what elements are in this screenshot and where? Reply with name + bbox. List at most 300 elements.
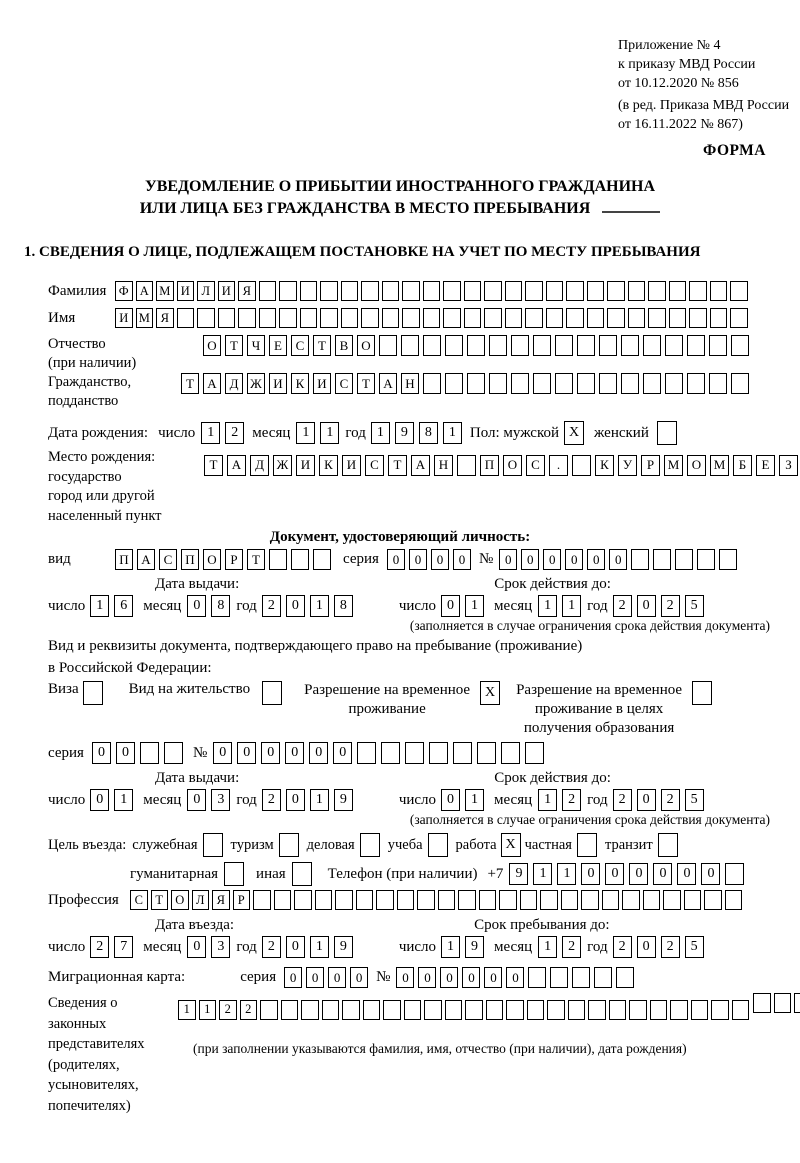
char-cell[interactable] — [341, 281, 359, 301]
char-cell[interactable]: 1 — [533, 863, 552, 885]
char-cell[interactable]: П — [181, 549, 199, 570]
char-cell[interactable]: Т — [247, 549, 265, 570]
char-cell[interactable]: 0 — [441, 595, 460, 617]
char-cell[interactable] — [464, 308, 482, 328]
char-cell[interactable]: 9 — [334, 936, 353, 958]
char-cell[interactable] — [140, 742, 159, 764]
char-cell[interactable]: 1 — [296, 422, 315, 444]
char-cell[interactable] — [320, 308, 338, 328]
char-cell[interactable] — [665, 373, 683, 394]
char-cell[interactable] — [177, 308, 195, 328]
char-cell[interactable] — [402, 308, 420, 328]
sex-female-checkbox[interactable] — [657, 421, 677, 445]
char-cell[interactable]: Е — [756, 455, 775, 476]
char-cell[interactable]: К — [291, 373, 309, 394]
char-cell[interactable] — [684, 890, 702, 910]
char-cell[interactable]: О — [357, 335, 375, 356]
char-cell[interactable] — [774, 993, 792, 1013]
char-cell[interactable] — [629, 1000, 647, 1020]
char-cell[interactable]: 2 — [661, 789, 680, 811]
char-cell[interactable]: 0 — [441, 789, 460, 811]
char-cell[interactable]: А — [136, 281, 154, 301]
char-cell[interactable]: 2 — [661, 936, 680, 958]
char-cell[interactable] — [429, 742, 448, 764]
char-cell[interactable]: 1 — [538, 595, 557, 617]
char-cell[interactable] — [628, 281, 646, 301]
char-cell[interactable]: 0 — [261, 742, 280, 764]
char-cell[interactable] — [687, 373, 705, 394]
char-cell[interactable] — [464, 281, 482, 301]
char-cell[interactable]: Р — [641, 455, 660, 476]
char-cell[interactable] — [269, 549, 287, 570]
char-cell[interactable] — [361, 281, 379, 301]
char-cell[interactable]: 0 — [309, 742, 328, 764]
char-cell[interactable]: 0 — [92, 742, 111, 764]
char-cell[interactable] — [650, 1000, 668, 1020]
char-cell[interactable] — [731, 335, 749, 356]
char-cell[interactable] — [259, 281, 277, 301]
char-cell[interactable] — [691, 1000, 709, 1020]
char-cell[interactable]: И — [115, 308, 133, 328]
char-cell[interactable] — [725, 890, 743, 910]
char-cell[interactable]: 5 — [685, 936, 704, 958]
char-cell[interactable]: Ж — [273, 455, 292, 476]
char-cell[interactable]: Е — [269, 335, 287, 356]
char-cell[interactable]: 0 — [187, 789, 206, 811]
char-cell[interactable]: 0 — [286, 595, 305, 617]
char-cell[interactable] — [274, 890, 292, 910]
char-cell[interactable] — [528, 967, 546, 988]
char-cell[interactable]: 1 — [199, 1000, 217, 1020]
char-cell[interactable]: 9 — [509, 863, 528, 885]
char-cell[interactable] — [607, 281, 625, 301]
char-cell[interactable] — [609, 1000, 627, 1020]
char-cell[interactable]: 1 — [562, 595, 581, 617]
char-cell[interactable]: 2 — [661, 595, 680, 617]
char-cell[interactable]: 0 — [396, 967, 414, 988]
char-cell[interactable]: А — [227, 455, 246, 476]
char-cell[interactable]: 3 — [211, 789, 230, 811]
char-cell[interactable] — [730, 281, 748, 301]
char-cell[interactable] — [709, 335, 727, 356]
char-cell[interactable] — [730, 308, 748, 328]
char-cell[interactable] — [218, 308, 236, 328]
char-cell[interactable] — [643, 890, 661, 910]
char-cell[interactable]: В — [335, 335, 353, 356]
char-cell[interactable]: 1 — [465, 789, 484, 811]
char-cell[interactable] — [281, 1000, 299, 1020]
char-cell[interactable]: 2 — [225, 422, 244, 444]
char-cell[interactable]: 0 — [187, 595, 206, 617]
char-cell[interactable]: 9 — [395, 422, 414, 444]
char-cell[interactable] — [479, 890, 497, 910]
char-cell[interactable]: 2 — [90, 936, 109, 958]
char-cell[interactable]: 2 — [613, 936, 632, 958]
char-cell[interactable] — [381, 742, 400, 764]
char-cell[interactable] — [520, 890, 538, 910]
char-cell[interactable] — [506, 1000, 524, 1020]
char-cell[interactable] — [587, 308, 605, 328]
char-cell[interactable] — [291, 549, 309, 570]
char-cell[interactable]: 0 — [581, 863, 600, 885]
char-cell[interactable]: А — [137, 549, 155, 570]
char-cell[interactable]: О — [687, 455, 706, 476]
char-cell[interactable] — [555, 373, 573, 394]
char-cell[interactable] — [648, 281, 666, 301]
char-cell[interactable] — [443, 308, 461, 328]
char-cell[interactable] — [594, 967, 612, 988]
char-cell[interactable] — [505, 308, 523, 328]
purpose-humanitarian-checkbox[interactable] — [224, 862, 244, 886]
char-cell[interactable]: К — [319, 455, 338, 476]
visa-checkbox[interactable] — [83, 681, 103, 705]
char-cell[interactable]: О — [203, 335, 221, 356]
char-cell[interactable]: Н — [401, 373, 419, 394]
char-cell[interactable]: Т — [313, 335, 331, 356]
char-cell[interactable]: Т — [151, 890, 169, 910]
char-cell[interactable]: 0 — [387, 549, 405, 570]
char-cell[interactable] — [566, 281, 584, 301]
char-cell[interactable]: Т — [181, 373, 199, 394]
char-cell[interactable] — [465, 1000, 483, 1020]
char-cell[interactable] — [238, 308, 256, 328]
char-cell[interactable]: 9 — [465, 936, 484, 958]
char-cell[interactable]: 0 — [506, 967, 524, 988]
char-cell[interactable]: 0 — [418, 967, 436, 988]
char-cell[interactable] — [477, 742, 496, 764]
char-cell[interactable] — [445, 335, 463, 356]
char-cell[interactable]: Р — [225, 549, 243, 570]
char-cell[interactable]: Т — [225, 335, 243, 356]
char-cell[interactable]: 8 — [419, 422, 438, 444]
char-cell[interactable]: 2 — [262, 936, 281, 958]
purpose-work-checkbox[interactable]: X — [501, 833, 521, 857]
temp-permit-checkbox[interactable]: X — [480, 681, 500, 705]
char-cell[interactable]: Т — [357, 373, 375, 394]
char-cell[interactable] — [670, 1000, 688, 1020]
char-cell[interactable] — [253, 890, 271, 910]
char-cell[interactable]: О — [503, 455, 522, 476]
char-cell[interactable] — [616, 967, 634, 988]
char-cell[interactable]: 8 — [211, 595, 230, 617]
char-cell[interactable]: 0 — [213, 742, 232, 764]
char-cell[interactable] — [572, 967, 590, 988]
char-cell[interactable] — [363, 1000, 381, 1020]
char-cell[interactable]: 0 — [90, 789, 109, 811]
char-cell[interactable] — [648, 308, 666, 328]
char-cell[interactable] — [711, 1000, 729, 1020]
char-cell[interactable] — [794, 993, 800, 1013]
char-cell[interactable]: 0 — [237, 742, 256, 764]
char-cell[interactable]: А — [379, 373, 397, 394]
char-cell[interactable]: Ж — [247, 373, 265, 394]
char-cell[interactable] — [484, 281, 502, 301]
char-cell[interactable]: 0 — [286, 936, 305, 958]
char-cell[interactable]: 3 — [211, 936, 230, 958]
char-cell[interactable]: 0 — [637, 936, 656, 958]
char-cell[interactable]: 0 — [286, 789, 305, 811]
char-cell[interactable] — [489, 335, 507, 356]
char-cell[interactable]: 0 — [453, 549, 471, 570]
char-cell[interactable] — [401, 335, 419, 356]
char-cell[interactable]: 0 — [637, 789, 656, 811]
char-cell[interactable] — [405, 742, 424, 764]
char-cell[interactable] — [577, 373, 595, 394]
char-cell[interactable]: 0 — [605, 863, 624, 885]
char-cell[interactable] — [489, 373, 507, 394]
char-cell[interactable]: 0 — [285, 742, 304, 764]
char-cell[interactable] — [197, 308, 215, 328]
char-cell[interactable] — [555, 335, 573, 356]
char-cell[interactable]: 0 — [328, 967, 346, 988]
char-cell[interactable]: С — [159, 549, 177, 570]
char-cell[interactable] — [599, 373, 617, 394]
char-cell[interactable] — [301, 1000, 319, 1020]
char-cell[interactable] — [568, 1000, 586, 1020]
char-cell[interactable] — [484, 308, 502, 328]
char-cell[interactable] — [501, 742, 520, 764]
residence-permit-checkbox[interactable] — [262, 681, 282, 705]
char-cell[interactable]: 1 — [320, 422, 339, 444]
char-cell[interactable] — [300, 281, 318, 301]
char-cell[interactable]: Я — [156, 308, 174, 328]
char-cell[interactable] — [669, 281, 687, 301]
char-cell[interactable] — [697, 549, 715, 570]
char-cell[interactable] — [581, 890, 599, 910]
char-cell[interactable] — [599, 335, 617, 356]
char-cell[interactable] — [443, 281, 461, 301]
char-cell[interactable] — [643, 335, 661, 356]
char-cell[interactable]: 1 — [538, 936, 557, 958]
char-cell[interactable] — [731, 373, 749, 394]
char-cell[interactable] — [587, 281, 605, 301]
char-cell[interactable]: 0 — [333, 742, 352, 764]
char-cell[interactable]: 9 — [334, 789, 353, 811]
char-cell[interactable] — [709, 373, 727, 394]
char-cell[interactable]: 0 — [701, 863, 720, 885]
char-cell[interactable]: 6 — [114, 595, 133, 617]
char-cell[interactable] — [164, 742, 183, 764]
char-cell[interactable] — [335, 890, 353, 910]
char-cell[interactable]: П — [115, 549, 133, 570]
char-cell[interactable]: 0 — [543, 549, 561, 570]
char-cell[interactable] — [397, 890, 415, 910]
char-cell[interactable]: Т — [204, 455, 223, 476]
char-cell[interactable] — [300, 308, 318, 328]
char-cell[interactable] — [313, 549, 331, 570]
char-cell[interactable] — [732, 1000, 750, 1020]
char-cell[interactable]: 8 — [334, 595, 353, 617]
sex-male-checkbox[interactable]: X — [564, 421, 584, 445]
char-cell[interactable]: И — [296, 455, 315, 476]
char-cell[interactable] — [710, 308, 728, 328]
char-cell[interactable]: С — [130, 890, 148, 910]
char-cell[interactable]: Н — [434, 455, 453, 476]
char-cell[interactable]: З — [779, 455, 798, 476]
char-cell[interactable] — [499, 890, 517, 910]
char-cell[interactable] — [382, 308, 400, 328]
char-cell[interactable] — [320, 281, 338, 301]
char-cell[interactable]: 0 — [565, 549, 583, 570]
char-cell[interactable]: 0 — [637, 595, 656, 617]
char-cell[interactable]: У — [618, 455, 637, 476]
char-cell[interactable]: 0 — [653, 863, 672, 885]
char-cell[interactable]: 1 — [310, 789, 329, 811]
char-cell[interactable]: 0 — [462, 967, 480, 988]
char-cell[interactable] — [533, 335, 551, 356]
char-cell[interactable]: Я — [212, 890, 230, 910]
char-cell[interactable] — [279, 308, 297, 328]
char-cell[interactable] — [561, 890, 579, 910]
char-cell[interactable] — [457, 455, 476, 476]
purpose-other-checkbox[interactable] — [292, 862, 312, 886]
char-cell[interactable] — [505, 281, 523, 301]
char-cell[interactable] — [342, 1000, 360, 1020]
char-cell[interactable]: О — [171, 890, 189, 910]
char-cell[interactable]: Д — [250, 455, 269, 476]
char-cell[interactable] — [725, 863, 744, 885]
char-cell[interactable]: 5 — [685, 789, 704, 811]
purpose-tourism-checkbox[interactable] — [279, 833, 299, 857]
char-cell[interactable]: 2 — [262, 789, 281, 811]
purpose-transit-checkbox[interactable] — [658, 833, 678, 857]
char-cell[interactable]: 1 — [310, 936, 329, 958]
char-cell[interactable] — [383, 1000, 401, 1020]
char-cell[interactable]: 0 — [499, 549, 517, 570]
char-cell[interactable]: 1 — [371, 422, 390, 444]
char-cell[interactable] — [621, 373, 639, 394]
char-cell[interactable]: 0 — [609, 549, 627, 570]
char-cell[interactable] — [445, 1000, 463, 1020]
char-cell[interactable] — [423, 308, 441, 328]
char-cell[interactable]: 2 — [613, 789, 632, 811]
char-cell[interactable] — [663, 890, 681, 910]
char-cell[interactable] — [675, 549, 693, 570]
char-cell[interactable] — [382, 281, 400, 301]
char-cell[interactable]: 2 — [240, 1000, 258, 1020]
purpose-study-checkbox[interactable] — [428, 833, 448, 857]
char-cell[interactable]: 0 — [350, 967, 368, 988]
char-cell[interactable]: 1 — [310, 595, 329, 617]
char-cell[interactable] — [546, 281, 564, 301]
char-cell[interactable] — [376, 890, 394, 910]
char-cell[interactable]: С — [335, 373, 353, 394]
char-cell[interactable]: М — [136, 308, 154, 328]
char-cell[interactable]: С — [291, 335, 309, 356]
char-cell[interactable] — [467, 335, 485, 356]
char-cell[interactable]: 0 — [116, 742, 135, 764]
char-cell[interactable] — [643, 373, 661, 394]
char-cell[interactable]: Ф — [115, 281, 133, 301]
char-cell[interactable] — [665, 335, 683, 356]
char-cell[interactable] — [279, 281, 297, 301]
char-cell[interactable] — [527, 1000, 545, 1020]
char-cell[interactable]: 5 — [685, 595, 704, 617]
char-cell[interactable] — [294, 890, 312, 910]
char-cell[interactable]: Б — [733, 455, 752, 476]
char-cell[interactable]: 1 — [538, 789, 557, 811]
char-cell[interactable]: А — [203, 373, 221, 394]
char-cell[interactable] — [361, 308, 379, 328]
char-cell[interactable]: 2 — [613, 595, 632, 617]
char-cell[interactable]: М — [156, 281, 174, 301]
char-cell[interactable]: А — [411, 455, 430, 476]
char-cell[interactable] — [631, 549, 649, 570]
char-cell[interactable]: С — [365, 455, 384, 476]
char-cell[interactable] — [423, 373, 441, 394]
char-cell[interactable]: 0 — [587, 549, 605, 570]
char-cell[interactable]: 0 — [440, 967, 458, 988]
char-cell[interactable]: 1 — [465, 595, 484, 617]
char-cell[interactable]: Ч — [247, 335, 265, 356]
char-cell[interactable] — [402, 281, 420, 301]
char-cell[interactable]: Л — [197, 281, 215, 301]
char-cell[interactable] — [511, 335, 529, 356]
char-cell[interactable] — [687, 335, 705, 356]
char-cell[interactable]: 1 — [114, 789, 133, 811]
char-cell[interactable] — [547, 1000, 565, 1020]
char-cell[interactable] — [445, 373, 463, 394]
char-cell[interactable] — [621, 335, 639, 356]
char-cell[interactable] — [669, 308, 687, 328]
char-cell[interactable]: 0 — [629, 863, 648, 885]
char-cell[interactable]: 1 — [557, 863, 576, 885]
char-cell[interactable] — [315, 890, 333, 910]
char-cell[interactable]: М — [710, 455, 729, 476]
char-cell[interactable] — [423, 335, 441, 356]
char-cell[interactable]: 1 — [201, 422, 220, 444]
char-cell[interactable]: Р — [233, 890, 251, 910]
char-cell[interactable]: Д — [225, 373, 243, 394]
char-cell[interactable]: 0 — [284, 967, 302, 988]
char-cell[interactable] — [458, 890, 476, 910]
char-cell[interactable] — [525, 281, 543, 301]
char-cell[interactable] — [753, 993, 771, 1013]
char-cell[interactable]: И — [177, 281, 195, 301]
char-cell[interactable]: Т — [388, 455, 407, 476]
char-cell[interactable]: С — [526, 455, 545, 476]
char-cell[interactable]: 2 — [219, 1000, 237, 1020]
char-cell[interactable] — [577, 335, 595, 356]
char-cell[interactable] — [357, 742, 376, 764]
char-cell[interactable] — [689, 308, 707, 328]
char-cell[interactable]: И — [313, 373, 331, 394]
char-cell[interactable]: 1 — [441, 936, 460, 958]
char-cell[interactable] — [628, 308, 646, 328]
char-cell[interactable] — [533, 373, 551, 394]
char-cell[interactable] — [404, 1000, 422, 1020]
char-cell[interactable]: 0 — [431, 549, 449, 570]
char-cell[interactable] — [525, 308, 543, 328]
char-cell[interactable] — [424, 1000, 442, 1020]
char-cell[interactable]: И — [342, 455, 361, 476]
char-cell[interactable]: Я — [238, 281, 256, 301]
char-cell[interactable] — [704, 890, 722, 910]
char-cell[interactable]: . — [549, 455, 568, 476]
char-cell[interactable]: 0 — [521, 549, 539, 570]
char-cell[interactable] — [423, 281, 441, 301]
char-cell[interactable]: 2 — [262, 595, 281, 617]
char-cell[interactable] — [550, 967, 568, 988]
char-cell[interactable] — [260, 1000, 278, 1020]
char-cell[interactable] — [622, 890, 640, 910]
char-cell[interactable]: 0 — [409, 549, 427, 570]
char-cell[interactable] — [602, 890, 620, 910]
char-cell[interactable]: 2 — [562, 936, 581, 958]
char-cell[interactable] — [322, 1000, 340, 1020]
char-cell[interactable] — [540, 890, 558, 910]
char-cell[interactable]: И — [218, 281, 236, 301]
